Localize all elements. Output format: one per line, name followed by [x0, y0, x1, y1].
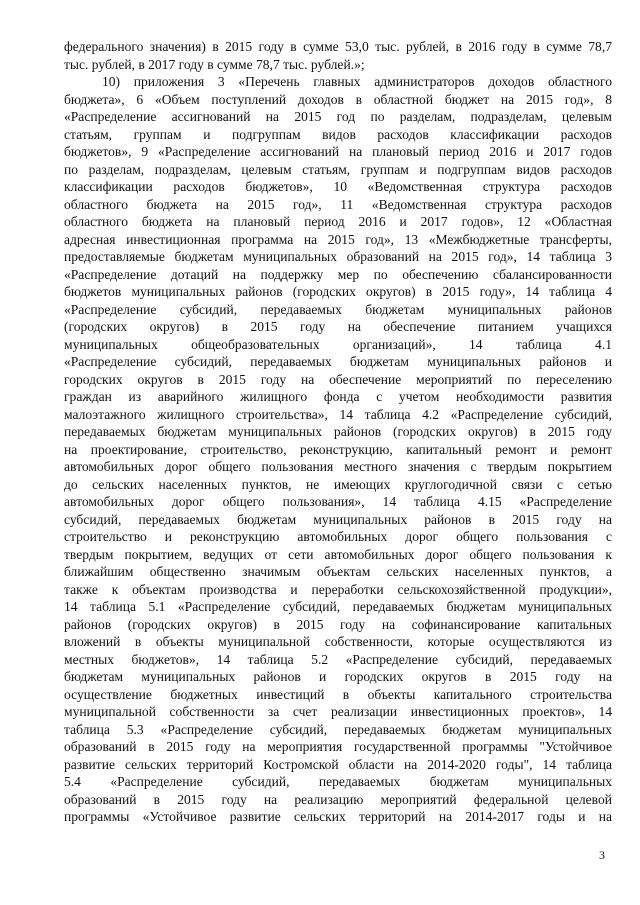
text-line: предоставляемые бюджетам муниципальных образований на 2015 год», 14 таблица 3 — [64, 249, 612, 264]
text-line: муниципальной собственности за счет реализации инвестиционных проектов», 14 — [64, 704, 612, 719]
page-number: 3 — [599, 848, 605, 862]
text-line: классификации расходов бюджетов», 10 «Ведомственная структура расходов — [64, 179, 612, 194]
text-line: районов (городских округов) в 2015 году на софинансирование капитальных — [64, 616, 612, 632]
text-line: программы «Устойчивое развитие сельских территорий на 2014-2017 годы и на — [64, 809, 612, 824]
text-line: автомобильных дорог общего пользования», 14 таблица 4.15 «Распределение — [64, 494, 612, 509]
text-line: граждан из аварийного жилищного фонда с учетом необходимости развития — [64, 389, 612, 404]
text-line: осуществление бюджетных инвестиций в объекты капитального строительства — [64, 686, 612, 702]
text-line: «Распределение ассигнований на 2015 год по разделам, подразделам, целевым — [64, 109, 612, 124]
text-line: «Распределение дотаций на поддержку мер по обеспечению сбалансированности — [64, 266, 612, 282]
text-line: (городских округов) в 2015 году на обеспечение питанием учащихся — [64, 319, 612, 334]
text-line: муниципальных общеобразовательных организаций», 14 таблица 4.1 — [64, 336, 612, 352]
text-line: на проектирование, строительство, реконструкцию, капитальный ремонт и ремонт — [64, 441, 612, 457]
text-line: адресная инвестиционная программа на 2015 год», 13 «Межбюджетные трансферты, — [64, 231, 612, 247]
text-line: 10) приложения 3 «Перечень главных администраторов доходов областного — [102, 74, 612, 89]
text-line: малоэтажного жилищного строительства», 14 таблица 4.2 «Распределение субсидий, — [64, 406, 612, 422]
text-line: городских округов в 2015 году на обеспечение мероприятий по переселению — [64, 371, 612, 387]
text-line: по разделам, подразделам, целевым статьям, группам и подгруппам видов расходов — [64, 161, 612, 177]
text-line: областного бюджета на 2015 год», 11 «Ведомственная структура расходов — [64, 196, 612, 212]
text-line: «Распределение субсидий, передаваемых бюджетам муниципальных районов и — [64, 354, 612, 369]
text-line: передаваемых бюджетам муниципальных районов (городских округов) в 2015 году — [64, 424, 612, 439]
text-line: также к объектам производства и переработки сельскохозяйственной продукции», — [64, 581, 612, 597]
text-line: бюджетов муниципальных районов (городских округов) в 2015 году», 14 таблица 4 — [64, 284, 612, 299]
text-line: автомобильных дорог общего пользования местного значения с твердым покрытием — [64, 459, 612, 474]
text-line: строительство и реконструкцию автомобильных дорог общего пользования с — [64, 529, 612, 544]
text-line: бюджетов», 9 «Распределение ассигнований на плановый период 2016 и 2017 годов — [64, 144, 612, 159]
text-line: «Распределение субсидий, передаваемых бюджетам муниципальных районов — [64, 301, 612, 317]
text-line: ближайшим общественно значимым объектам сельских населенных пунктов, а — [64, 564, 612, 579]
text-line: твердым покрытием, ведущих от сети автомобильных дорог общего пользования к — [64, 546, 612, 562]
text-line: субсидий, передаваемых бюджетам муниципальных районов в 2015 году на — [64, 511, 612, 527]
text-line: таблица 5.3 «Распределение субсидий, передаваемых бюджетам муниципальных — [64, 721, 612, 737]
text-line: статьям, группам и подгруппам видов расходов классификации расходов — [64, 126, 612, 142]
text-line: бюджета», 6 «Объем поступлений доходов в областной бюджет на 2015 год», 8 — [64, 91, 612, 107]
text-line: до сельских населенных пунктов, не имеющих круглогодичной связи с сетью — [64, 476, 612, 492]
text-line: бюджетам муниципальных районов и городских округов в 2015 году на — [64, 669, 612, 684]
text-line: развитие сельских территорий Костромской области на 2014-2020 годы", 14 таблица — [64, 756, 612, 772]
text-line: 14 таблица 5.1 «Распределение субсидий, передаваемых бюджетам муниципальных — [64, 599, 612, 614]
text-line: областного бюджета на плановый период 2016 и 2017 годов», 12 «Областная — [64, 214, 612, 229]
text-line: образований в 2015 году на реализацию мероприятий федеральной целевой — [64, 791, 612, 807]
text-line: 5.4 «Распределение субсидий, передаваемых бюджетам муниципальных — [64, 774, 612, 789]
text-line: местных бюджетов», 14 таблица 5.2 «Распределение субсидий, передаваемых — [64, 651, 612, 667]
text-line: федерального значения) в 2015 году в сумме 53,0 тыс. рублей, в 2016 году в сумме 78,7 — [64, 39, 612, 54]
text-line: тыс. рублей, в 2017 году в сумме 78,7 тыс. рублей.»; — [64, 56, 365, 72]
text-line: образований в 2015 году на мероприятия государственной программы "Устойчивое — [64, 739, 612, 754]
body-text — [64, 38, 612, 826]
text-line: вложений в объекты муниципальной собственности, которые осуществляются из — [64, 634, 612, 649]
